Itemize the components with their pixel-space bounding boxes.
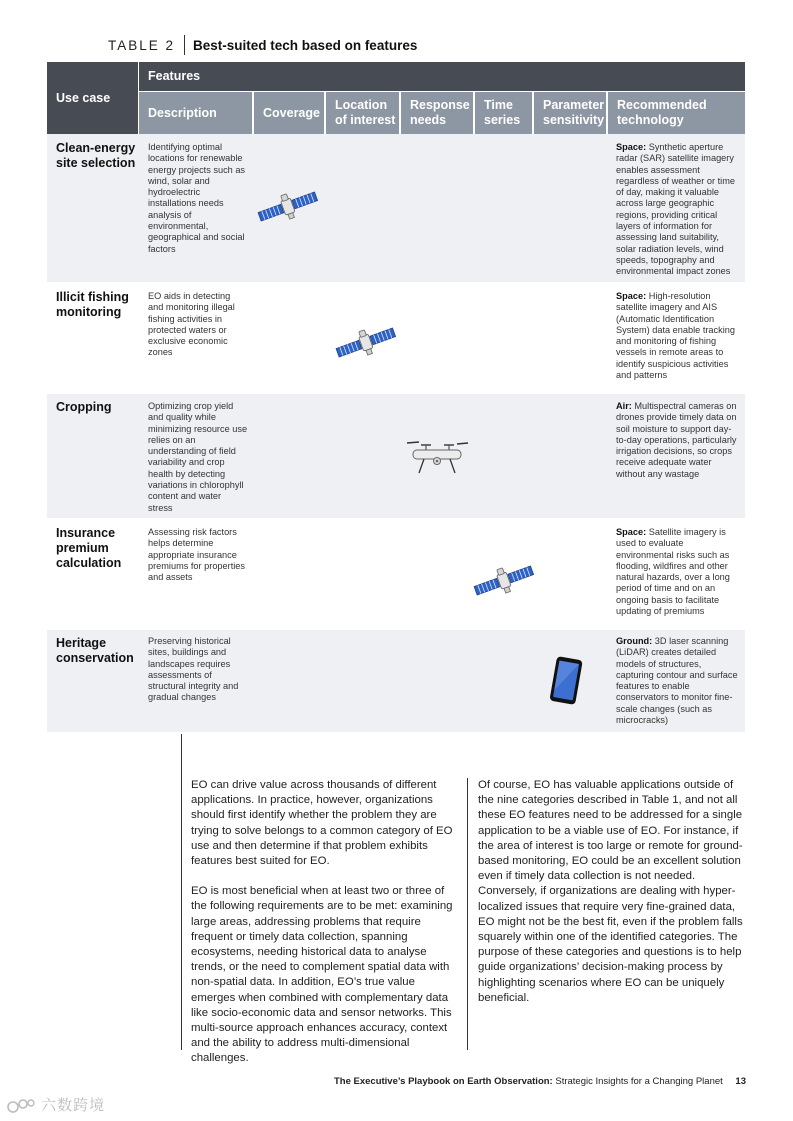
row-description: Assessing risk factors helps determine appropriate insurance premiums for properties and assets bbox=[148, 527, 246, 583]
row-recommendation: Air: Multispectral cameras on drones provide timely data on soil moisture to support day-to-day operations, particularly irrigation decisions, so crops receive adequate water without any wastage bbox=[616, 401, 737, 479]
caption-divider bbox=[184, 35, 185, 55]
body-column-2 bbox=[478, 778, 748, 1006]
table-number: TABLE 2 bbox=[108, 37, 176, 53]
use-case-label: Illicit fishing monitoring bbox=[56, 290, 129, 319]
header-use-case: Use case bbox=[47, 62, 138, 134]
row-description: Optimizing crop yield and quality while minimizing resource use relies on an understanding of field variability and crop health by detecting variations in chlorophyll content and water stress bbox=[148, 401, 248, 513]
drone-icon bbox=[404, 436, 470, 476]
row-description: Preserving historical sites, buildings and landscapes requires assessments of structural integrity and gradual changes bbox=[148, 636, 239, 703]
body-column-1 bbox=[191, 778, 457, 1067]
use-case-label: Insurance premium calculation bbox=[56, 526, 122, 570]
header-features: Features bbox=[139, 62, 745, 91]
column-rule-left bbox=[181, 734, 182, 1050]
header-time-series: Time series bbox=[475, 92, 532, 134]
table-caption bbox=[108, 36, 417, 54]
watermark bbox=[6, 1094, 105, 1115]
header-description: Description bbox=[139, 92, 252, 134]
paragraph: Of course, EO has valuable applications outside of the nine categories described in Table 1, and not all these EO features need to be addressed for a single application to be a viable use of EO. For instance, if the area of interest is too large or remote for ground-based monitoring, EO could be an excellent solution even if timely data collection is not needed. Conversely, if organizations are dealing with hyper-localized issues that require very fine-grained data, EO might not be the best fit, even if the problem falls squarely within one of the identified categories. The purpose of these categories and questions is to help guide organizations’ decision-making process by highlighting scenarios where EO can be uniquely beneficial. bbox=[478, 779, 743, 1004]
use-case-label: Heritage conservation bbox=[56, 636, 134, 665]
satellite-icon bbox=[334, 320, 398, 364]
column-rule-right bbox=[467, 778, 468, 1050]
table-title: Best-suited tech based on features bbox=[193, 37, 418, 53]
page-footer bbox=[334, 1076, 746, 1087]
watermark-text: 六数跨境 bbox=[41, 1097, 106, 1114]
row-description: EO aids in detecting and monitoring illegal fishing activities in protected waters or exclusive economic zones bbox=[148, 291, 235, 358]
row-recommendation: Space: Synthetic aperture radar (SAR) satellite imagery enables assessment regardless of weather or time of day, making it valuable across large geographic regions, providing critical layers of information for assessing land suitability, solar radiation levels, wind speeds, topography and environmental impact zones bbox=[616, 142, 735, 277]
header-recommended: Recommended technology bbox=[608, 92, 745, 134]
row-recommendation: Space: High-resolution satellite imagery and AIS (Automatic Identification System) data enable tracking and monitoring of fishing vessels in remote areas to identify suspicious activities and patterns bbox=[616, 291, 735, 381]
row-recommendation: Space: Satellite imagery is used to evaluate environmental risks such as flooding, wildfires and other natural hazards, over a long period of time and on an ongoing basis to facilitate updating of premiums bbox=[616, 527, 730, 617]
satellite-icon bbox=[472, 558, 536, 602]
header-location: Location of interest bbox=[326, 92, 399, 134]
footer-publication: The Executive’s Playbook on Earth Observation: bbox=[333, 1076, 553, 1087]
use-case-label: Cropping bbox=[56, 400, 112, 414]
satellite-icon bbox=[256, 184, 320, 228]
header-parameter: Parameter sensitivity bbox=[534, 92, 606, 134]
row-description: Identifying optimal locations for renewable energy projects such as wind, solar and hydroelectric installations needs analysis of environmental, geographical and social factors bbox=[148, 142, 246, 254]
use-case-label: Clean-energy site selection bbox=[56, 141, 136, 170]
row-recommendation: Ground: 3D laser scanning (LiDAR) creates detailed models of structures, capturing contour and surface features to enable conservators to monitor fine-scale changes (such as microcracks) bbox=[616, 636, 738, 726]
paragraph: EO is most beneficial when at least two or three of the following requirements are to be met: examining large areas, addressing problems that require frequent or timely data collection, spanning ecosystems, needing historical data to analyse trends, or the need to complement spatial data with non-spatial data. In addition, EO’s true value emerges when combined with complementary data like socio-economic data and sensor networks. This multi-source approach enhances accuracy, context and the ability to address multi-dimensional challenges. bbox=[191, 885, 453, 1065]
header-coverage: Coverage bbox=[254, 92, 324, 134]
tablet-icon bbox=[546, 654, 586, 708]
paragraph: EO can drive value across thousands of different applications. In practice, however, organizations should first identify whether the problem they are trying to solve belongs to a common category of EO use and then determine if that problem exhibits features best suited for EO. bbox=[191, 779, 453, 868]
footer-subtitle: Strategic Insights for a Changing Planet bbox=[555, 1076, 723, 1087]
page-number: 13 bbox=[735, 1076, 746, 1087]
watermark-logo-icon bbox=[6, 1098, 36, 1114]
header-response: Response needs bbox=[401, 92, 473, 134]
